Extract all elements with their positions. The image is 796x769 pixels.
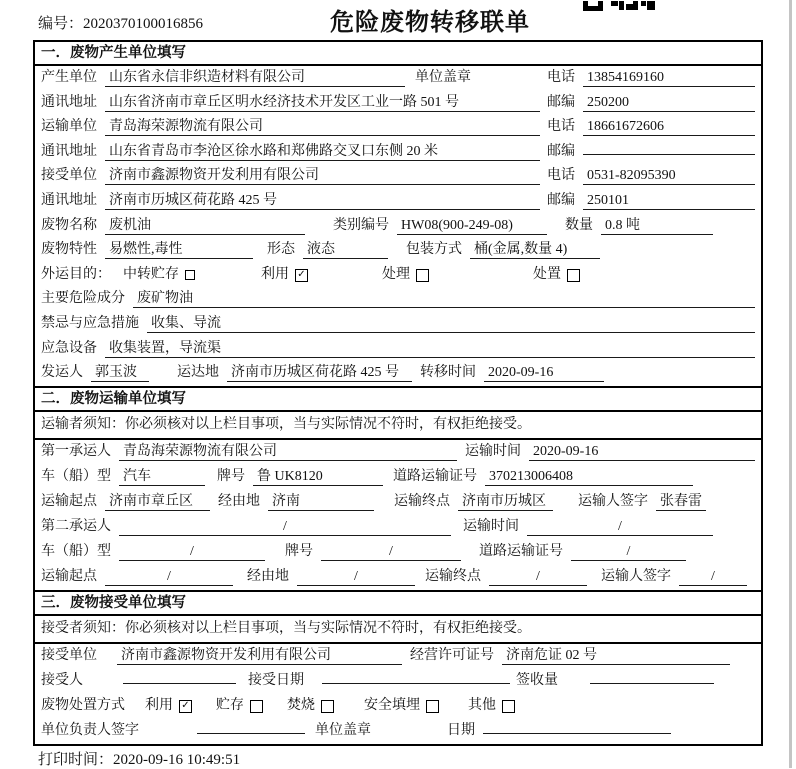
purpose-dispose-label: 处置 xyxy=(533,266,561,282)
emergency-equipment-value: 收集装置，导流渠 xyxy=(105,337,755,358)
via-place-value: 济南 xyxy=(268,490,374,511)
date-value xyxy=(483,733,671,734)
waste-category-label: 类别编号 xyxy=(333,217,389,233)
receiver-person-row xyxy=(35,669,761,694)
waste-name-label: 废物名称 xyxy=(41,217,97,233)
transport-time-label: 运输时间 xyxy=(465,443,521,459)
transfer-date-label: 转移时间 xyxy=(420,365,476,381)
consignor-label: 发运人 xyxy=(41,365,83,381)
transporter-row xyxy=(35,115,761,140)
second-carrier-value: / xyxy=(119,519,451,536)
emergency-measures-row xyxy=(35,312,761,337)
emergency-equipment-label: 应急设备 xyxy=(41,340,97,356)
section2-body xyxy=(35,440,761,590)
receiver-postcode-label: 邮编 xyxy=(547,192,575,208)
received-amount-value xyxy=(590,683,714,684)
receiver-address-value: 济南市历城区荷花路 425 号 xyxy=(105,189,540,210)
transporter-address-value: 山东省青岛市李沧区徐水路和郑佛路交叉口东侧 20 米 xyxy=(105,140,540,161)
waste-character-value: 易燃性,毒性 xyxy=(105,238,253,259)
transporter-postcode-value xyxy=(583,154,755,155)
vehicle-type-label: 车（船）型 xyxy=(41,468,111,484)
second-road-permit-label: 道路运输证号 xyxy=(479,543,563,559)
route-row xyxy=(35,490,761,515)
second-plate-number-label: 牌号 xyxy=(285,543,313,559)
checkbox-disposal-utilize[interactable]: ✓ xyxy=(179,700,192,713)
receiver-person-value xyxy=(123,683,236,684)
first-carrier-row xyxy=(35,440,761,465)
unit-seal-label: 单位盖章 xyxy=(315,723,371,739)
checkbox-transit-storage[interactable] xyxy=(185,270,195,280)
checkbox-dispose[interactable] xyxy=(567,269,580,282)
received-amount-label: 签收量 xyxy=(516,672,558,688)
second-vehicle-row xyxy=(35,540,761,565)
right-edge-line xyxy=(789,0,792,768)
license-number-value: 济南危证 02 号 xyxy=(502,644,730,665)
print-time-value: 2020-09-16 10:49:51 xyxy=(113,752,241,768)
receive-date-value xyxy=(322,683,510,684)
plate-number-label: 牌号 xyxy=(217,468,245,484)
waste-packing-value: 桶(金属,数量 4) xyxy=(470,238,600,259)
responsible-sign-row xyxy=(35,719,761,744)
second-sign-value: / xyxy=(679,569,747,586)
first-carrier-value: 青岛海荣源物流有限公司 xyxy=(119,440,457,461)
hazard-component-label: 主要危险成分 xyxy=(41,291,125,307)
waste-name-value: 废机油 xyxy=(105,214,305,235)
transport-notice: 运输者须知：你必须核对以上栏目事项，当与实际情况不符时，有权拒绝接受。 xyxy=(35,412,761,440)
section3-body xyxy=(35,644,761,745)
second-road-permit-value: / xyxy=(571,544,686,561)
disposal-method-label: 废物处置方式 xyxy=(41,698,125,714)
first-carrier-label: 第一承运人 xyxy=(41,443,111,459)
transporter-phone-label: 电话 xyxy=(547,119,575,135)
waste-character-row xyxy=(35,238,761,263)
receiver-name-label: 接受单位 xyxy=(41,168,97,184)
second-route-row xyxy=(35,565,761,590)
second-vehicle-type-label: 车（船）型 xyxy=(41,543,111,559)
receive-date-label: 接受日期 xyxy=(248,672,304,688)
destination-value: 济南市历城区荷花路 425 号 xyxy=(227,361,412,382)
transfer-date-value: 2020-09-16 xyxy=(484,365,604,382)
checkbox-utilize[interactable]: ✓ xyxy=(295,269,308,282)
road-permit-value: 370213006408 xyxy=(485,469,693,486)
second-origin-label: 运输起点 xyxy=(41,568,97,584)
receiver-person-label: 接受人 xyxy=(41,672,83,688)
destination-label: 运达地 xyxy=(177,365,219,381)
transporter-address-label: 通讯地址 xyxy=(41,143,97,159)
receiving-unit-label: 接受单位 xyxy=(41,647,97,663)
via-place-label: 经由地 xyxy=(218,493,260,509)
producer-address-row xyxy=(35,91,761,116)
receiver-phone-value: 0531-82095390 xyxy=(583,168,755,185)
qr-code-fragment xyxy=(583,0,655,16)
waste-quantity-value: 0.8 吨 xyxy=(601,214,713,235)
checkbox-disposal-landfill[interactable] xyxy=(426,700,439,713)
transport-origin-value: 济南市章丘区 xyxy=(105,490,210,511)
second-origin-value: / xyxy=(105,569,233,586)
section2-header: 二．废物运输单位填写 xyxy=(35,386,761,412)
producer-phone-label: 电话 xyxy=(547,70,575,85)
waste-form-label: 形态 xyxy=(267,242,295,258)
second-carrier-row xyxy=(35,515,761,540)
second-via-label: 经由地 xyxy=(247,568,289,584)
disposal-storage-label: 贮存 xyxy=(216,698,244,714)
plate-number-value: 鲁 UK8120 xyxy=(253,465,383,486)
checkbox-disposal-storage[interactable] xyxy=(250,700,263,713)
waste-name-row xyxy=(35,214,761,239)
purpose-treat-label: 处理 xyxy=(382,266,410,282)
producer-postcode-value: 250200 xyxy=(583,95,755,112)
receiving-unit-row xyxy=(35,644,761,669)
qr-code-icon xyxy=(583,1,655,11)
producer-phone-value: 13854169160 xyxy=(583,70,755,87)
transporter-postcode-label: 邮编 xyxy=(547,143,575,159)
manifest-form xyxy=(33,40,763,746)
receiver-row xyxy=(35,164,761,189)
vehicle-type-value: 汽车 xyxy=(119,465,205,486)
print-time xyxy=(38,748,240,769)
transport-origin-label: 运输起点 xyxy=(41,493,97,509)
transport-end-label: 运输终点 xyxy=(394,493,450,509)
second-plate-number-value: / xyxy=(321,544,461,561)
waste-character-label: 废物特性 xyxy=(41,242,97,258)
receiver-name-value: 济南市鑫源物资开发利用有限公司 xyxy=(105,164,540,185)
consignor-value: 郭玉波 xyxy=(91,361,149,382)
checkbox-treat[interactable] xyxy=(416,269,429,282)
emergency-measures-label: 禁忌与应急措施 xyxy=(41,315,139,331)
receiver-address-label: 通讯地址 xyxy=(41,192,97,208)
producer-address-label: 通讯地址 xyxy=(41,94,97,110)
date-label: 日期 xyxy=(447,723,475,739)
print-time-label: 打印时间： xyxy=(38,752,114,768)
transporter-sign-label: 运输人签字 xyxy=(578,493,648,509)
second-carrier-label: 第二承运人 xyxy=(41,518,111,534)
second-end-value: / xyxy=(489,569,587,586)
serial-number xyxy=(38,12,203,33)
waste-quantity-label: 数量 xyxy=(565,217,593,233)
disposal-incinerate-label: 焚烧 xyxy=(287,698,315,714)
producer-row xyxy=(35,66,761,91)
checkbox-disposal-other[interactable] xyxy=(502,700,515,713)
second-end-label: 运输终点 xyxy=(425,568,481,584)
purpose-utilize-label: 利用 xyxy=(261,266,289,282)
section1-body xyxy=(35,66,761,386)
disposal-method-row xyxy=(35,694,761,719)
producer-seal-label: 单位盖章 xyxy=(415,70,471,85)
producer-name-label: 产生单位 xyxy=(41,70,97,85)
transport-time-value: 2020-09-16 xyxy=(529,444,755,461)
consignor-row xyxy=(35,361,761,386)
transporter-sign-value: 张春雷 xyxy=(656,490,706,511)
producer-postcode-label: 邮编 xyxy=(547,94,575,110)
responsible-sign-label: 单位负责人签字 xyxy=(41,723,139,739)
serial-number-value: 2020370100016856 xyxy=(83,16,204,32)
serial-number-label: 编号： xyxy=(38,16,84,32)
second-sign-label: 运输人签字 xyxy=(601,568,671,584)
page-title: 危险废物转移联单 xyxy=(330,9,530,36)
road-permit-label: 道路运输证号 xyxy=(393,468,477,484)
hazard-component-row xyxy=(35,287,761,312)
producer-address-value: 山东省济南市章丘区明水经济技术开发区工业一路 501 号 xyxy=(105,91,540,112)
receiving-unit-value: 济南市鑫源物资开发利用有限公司 xyxy=(117,644,402,665)
section1-header: 一．废物产生单位填写 xyxy=(35,42,761,66)
receiver-postcode-value: 250101 xyxy=(583,193,755,210)
second-transport-time-label: 运输时间 xyxy=(463,518,519,534)
receiver-address-row xyxy=(35,189,761,214)
section3-header: 三．废物接受单位填写 xyxy=(35,590,761,616)
emergency-measures-value: 收集、导流 xyxy=(147,312,755,333)
checkbox-disposal-incinerate[interactable] xyxy=(321,700,334,713)
producer-name-value: 山东省永信非织造材料有限公司 xyxy=(105,66,405,87)
vehicle-row xyxy=(35,465,761,490)
waste-form-value: 液态 xyxy=(303,238,388,259)
transport-end-value: 济南市历城区 xyxy=(458,490,553,511)
transporter-name-value: 青岛海荣源物流有限公司 xyxy=(105,115,540,136)
responsible-sign-value xyxy=(197,733,305,734)
disposal-landfill-label: 安全填埋 xyxy=(364,698,420,714)
purpose-transit-label: 中转贮存 xyxy=(123,266,179,282)
second-vehicle-type-value: / xyxy=(119,544,265,561)
transporter-address-row xyxy=(35,140,761,165)
receiver-phone-label: 电话 xyxy=(547,168,575,184)
transporter-name-label: 运输单位 xyxy=(41,119,97,135)
waste-packing-label: 包装方式 xyxy=(406,242,462,258)
second-transport-time-value: / xyxy=(527,519,713,536)
receive-notice: 接受者须知：你必须核对以上栏目事项，当与实际情况不符时，有权拒绝接受。 xyxy=(35,616,761,644)
disposal-utilize-label: 利用 xyxy=(145,698,173,714)
emergency-equipment-row xyxy=(35,337,761,362)
second-via-value: / xyxy=(297,569,415,586)
transporter-phone-value: 18661672606 xyxy=(583,119,755,136)
license-number-label: 经营许可证号 xyxy=(410,647,494,663)
hazard-component-value: 废矿物油 xyxy=(133,287,755,308)
transfer-purpose-label: 外运目的： xyxy=(41,266,111,282)
waste-category-value: HW08(900-249-08) xyxy=(397,218,547,235)
transfer-purpose-row xyxy=(35,263,761,288)
disposal-other-label: 其他 xyxy=(468,698,496,714)
